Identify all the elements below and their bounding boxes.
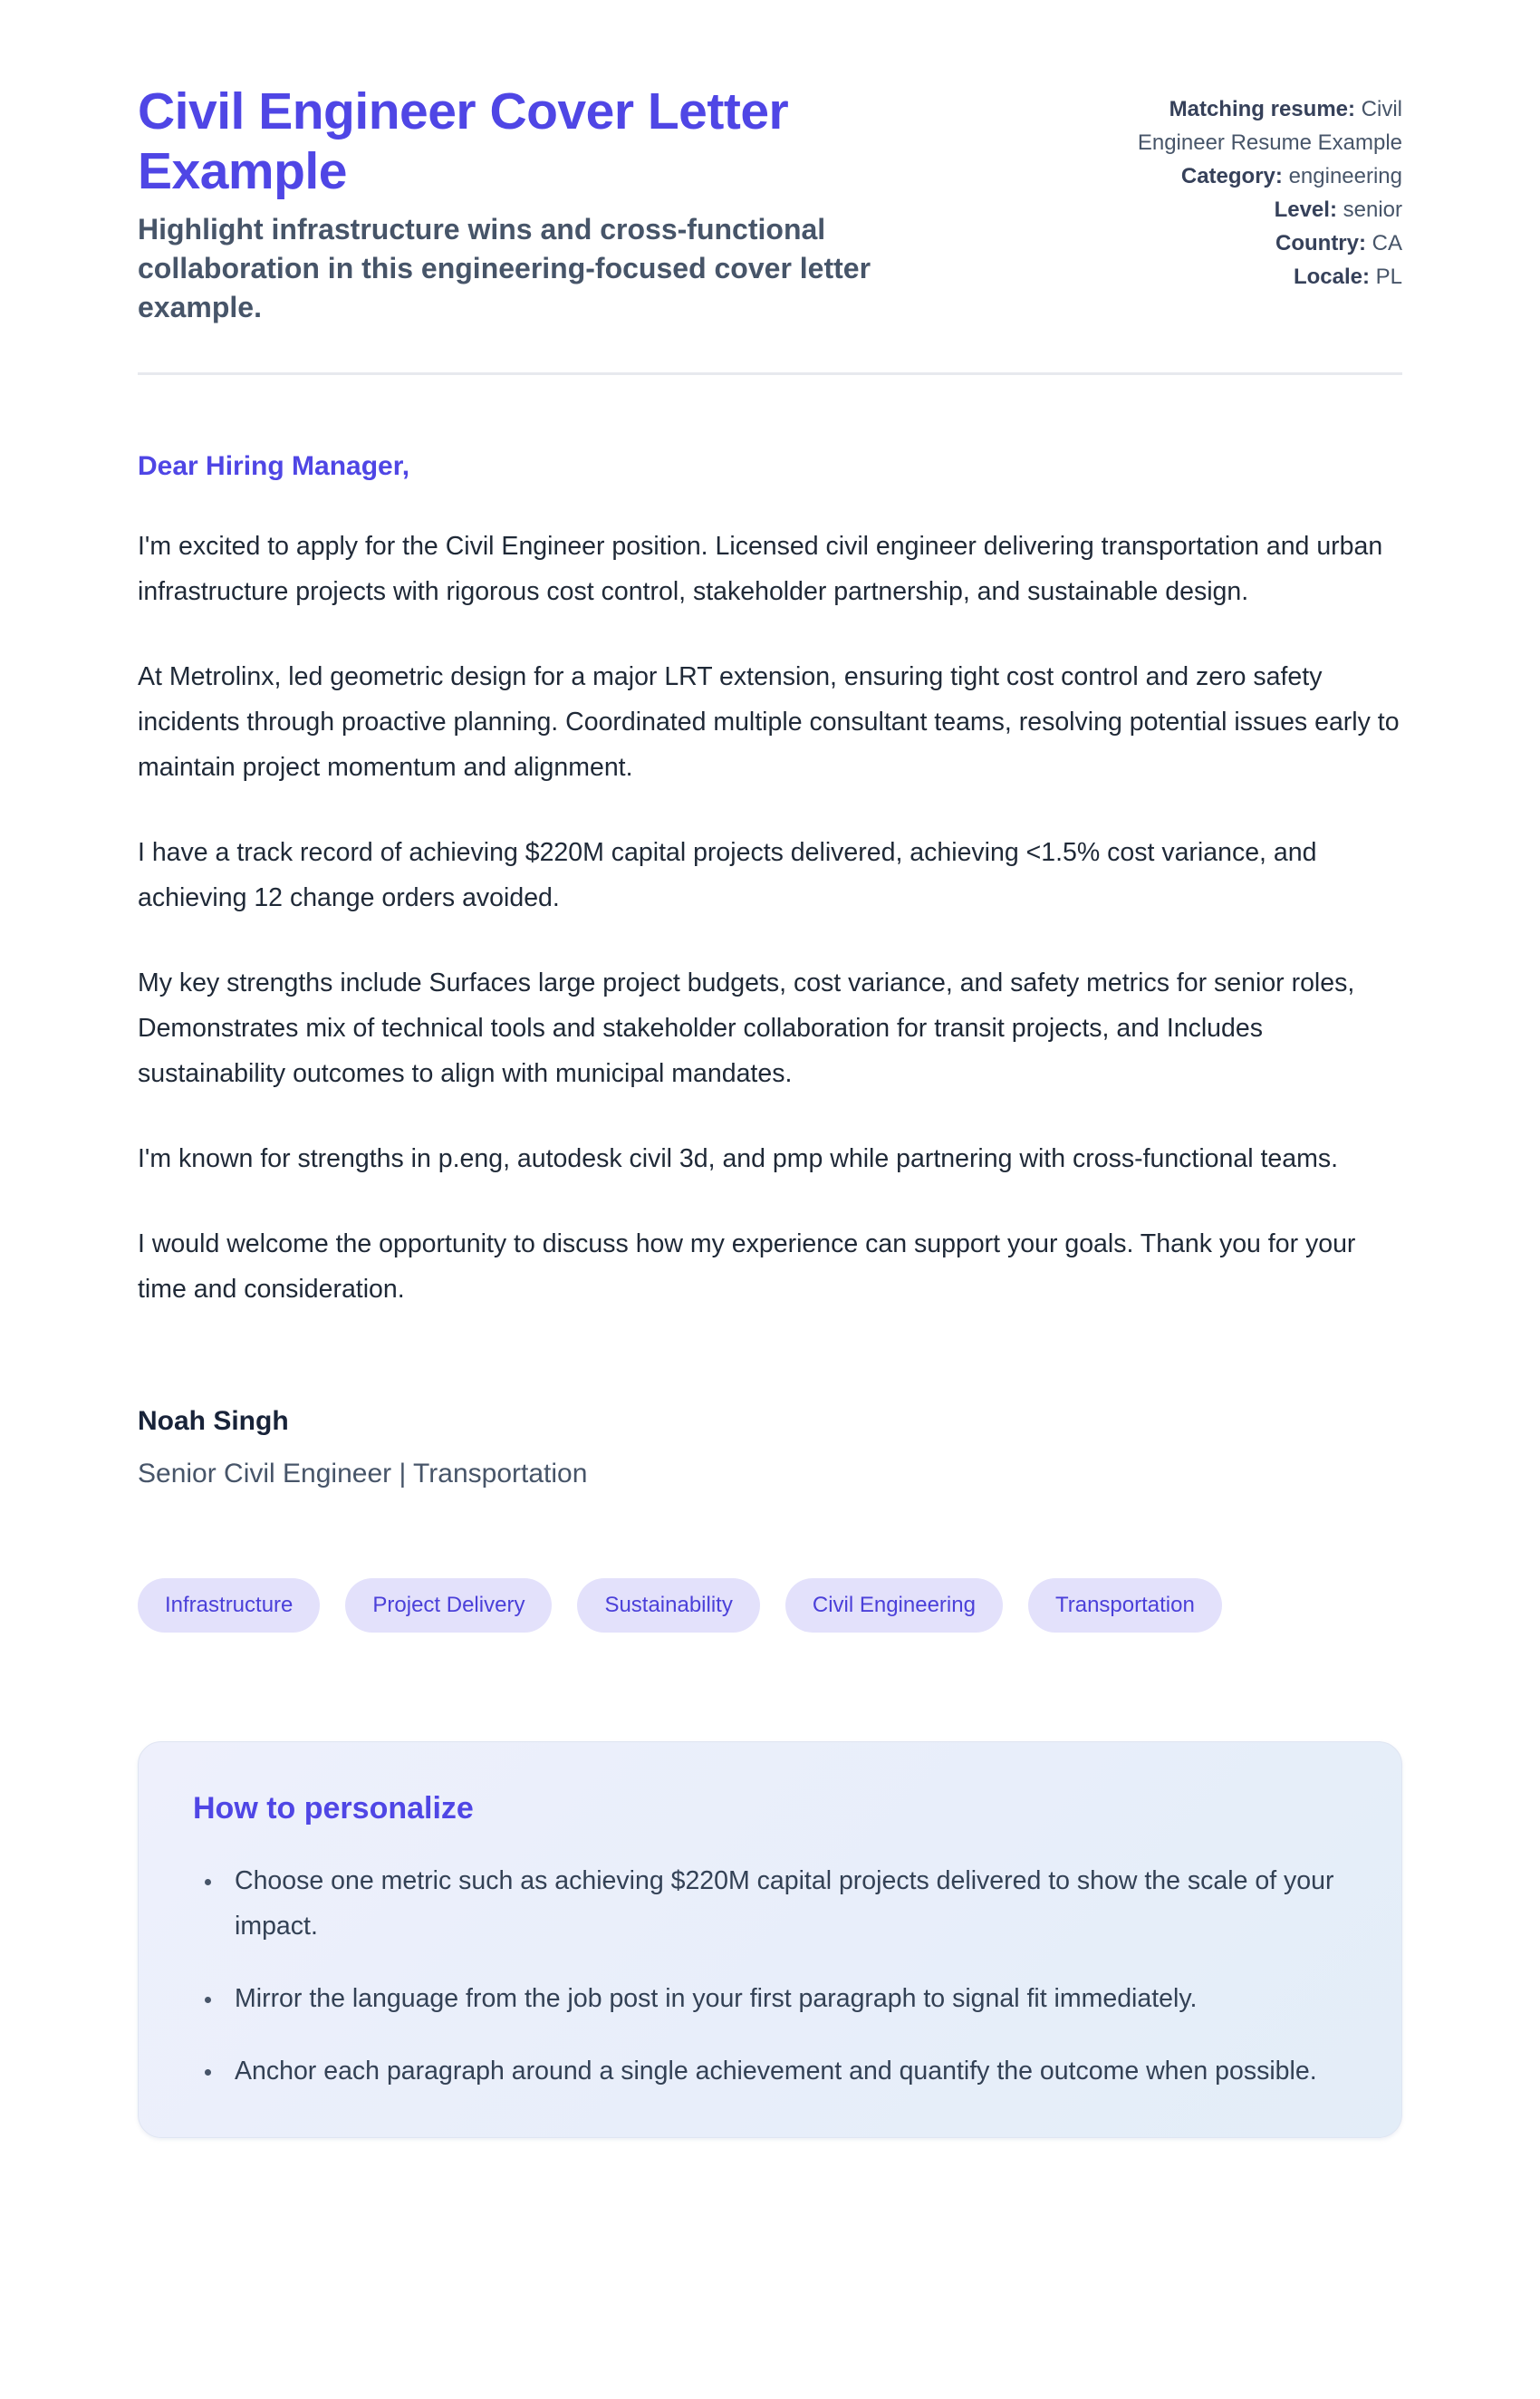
signature-name: Noah Singh xyxy=(138,1406,289,1436)
meta-label: Matching resume: xyxy=(1169,97,1355,121)
tag-pill-civil-engineering[interactable]: Civil Engineering xyxy=(785,1578,1003,1633)
personalize-box xyxy=(138,1741,1402,2138)
letter-paragraph-5: I'm known for strengths in p.eng, autodesk civil 3d, and pmp while partnering with cross-functional teams. xyxy=(138,1144,1339,1173)
letter-paragraph-2: At Metrolinx, led geometric design for a major LRT extension, ensuring tight cost control and zero safety incidents through proactive planning. Coordinated multiple consultant teams, resolving potential issues early to maintain project momentum and alignment. xyxy=(138,662,1400,782)
tag-pill-project-delivery[interactable]: Project Delivery xyxy=(345,1578,552,1633)
meta-row-matching-resume xyxy=(1120,92,1402,159)
meta-value: engineering xyxy=(1288,164,1402,188)
meta-value: CA xyxy=(1372,231,1402,255)
meta-row-level xyxy=(1120,193,1402,226)
meta-row-category xyxy=(1120,159,1402,193)
tag-pill-transportation[interactable]: Transportation xyxy=(1028,1578,1222,1633)
letter-body xyxy=(138,449,1402,1491)
personalize-title: How to personalize xyxy=(193,1791,474,1826)
header xyxy=(138,82,1402,327)
meta-label: Country: xyxy=(1275,231,1366,255)
header-divider xyxy=(138,372,1402,375)
personalize-item-1: • Choose one metric such as achieving $220M capital projects delivered to show the scale of your impact. xyxy=(224,1858,1347,1949)
page-title: Civil Engineer Cover Letter Example xyxy=(138,82,789,200)
meta-label: Locale: xyxy=(1293,265,1370,289)
letter-paragraph-6: I would welcome the opportunity to discuss how my experience can support your goals. Thank you for your time and consideration. xyxy=(138,1229,1356,1304)
meta-label: Category: xyxy=(1180,164,1283,188)
signature-role: Senior Civil Engineer | Transportation xyxy=(138,1459,588,1489)
personalize-item-2: • Mirror the language from the job post in your first paragraph to signal fit immediately. xyxy=(224,1976,1347,2021)
letter-paragraph-3: I have a track record of achieving $220M capital projects delivered, achieving <1.5% cost variance, and achieving 12 change orders avoided. xyxy=(138,838,1317,912)
letter-paragraph-1: I'm excited to apply for the Civil Engineer position. Licensed civil engineer delivering transportation and urban infrastructure projects with rigorous cost control, stakeholder partnership, and sustainable design. xyxy=(138,532,1383,606)
meta-panel xyxy=(1120,92,1402,294)
letter-paragraph-4: My key strengths include Surfaces large project budgets, cost variance, and safety metrics for senior roles, Demonstrates mix of technical tools and stakeholder collaboration for transit projects, and Includes sustainability outcomes to align with municipal mandates. xyxy=(138,968,1355,1088)
meta-value: Civil Engineer Resume Example xyxy=(1137,97,1402,155)
meta-row-country xyxy=(1120,226,1402,260)
meta-value: senior xyxy=(1343,198,1402,222)
meta-value: PL xyxy=(1375,265,1402,289)
salutation: Dear Hiring Manager, xyxy=(138,451,410,481)
personalize-item-3: • Anchor each paragraph around a single achievement and quantify the outcome when possible. xyxy=(224,2048,1347,2094)
tag-list xyxy=(138,1578,1402,1633)
meta-row-locale xyxy=(1120,260,1402,294)
tag-pill-infrastructure[interactable]: Infrastructure xyxy=(138,1578,320,1633)
personalize-list xyxy=(193,1858,1347,2094)
tag-pill-sustainability[interactable]: Sustainability xyxy=(577,1578,759,1633)
header-title-block xyxy=(138,82,1056,327)
page-subtitle: Highlight infrastructure wins and cross-functional collaboration in this engineering-focused cover letter example. xyxy=(138,213,871,323)
meta-label: Level: xyxy=(1274,198,1337,222)
